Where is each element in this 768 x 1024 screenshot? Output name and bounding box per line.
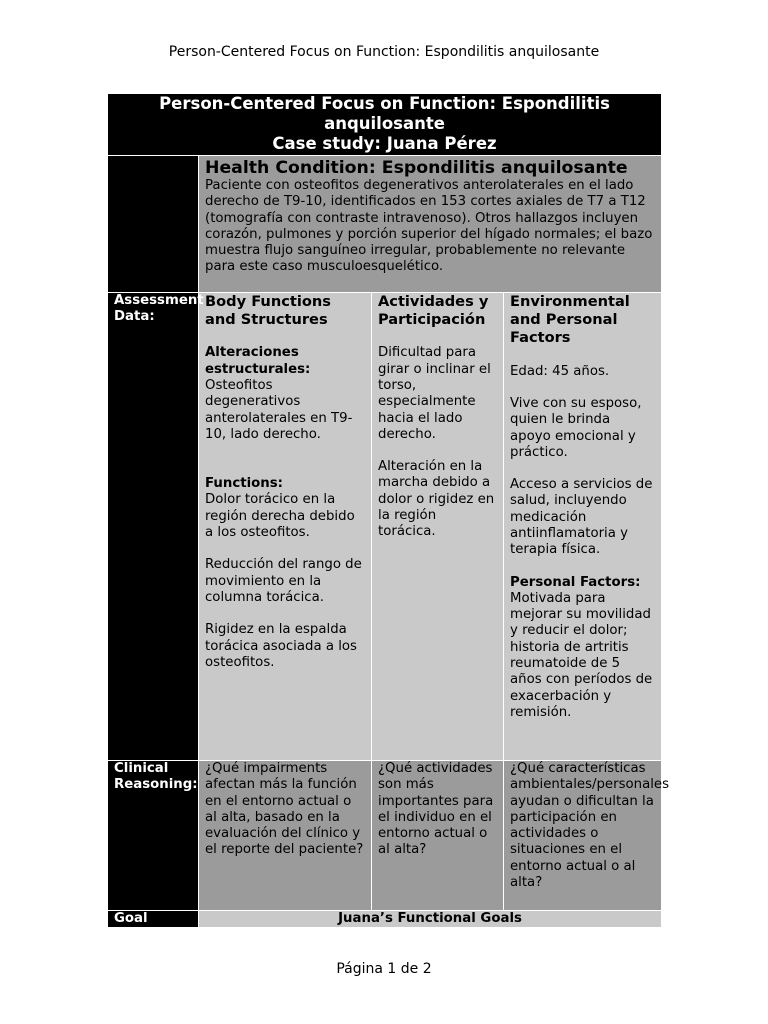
page-footer: Página 1 de 2 [336, 961, 432, 977]
activities-text-1: Dificultad para girar o inclinar el torso, especialmente hacia el lado derecho. [378, 345, 491, 442]
health-condition-cell [199, 156, 662, 293]
case-study-table [107, 93, 670, 928]
activities-cell [372, 293, 504, 761]
functions-text-3: Rigidez en la espalda torácica asociada a los osteofitos. [205, 622, 357, 670]
health-condition-side-cell [108, 156, 199, 293]
table-title-line-2: Case study: Juana Pérez [272, 134, 497, 153]
health-condition-title: Health Condition: Espondilitis anquilosante [205, 158, 628, 178]
environmental-text-2: Vive con su esposo, quien le brinda apoyo emocional y práctico. [510, 395, 642, 460]
clinical-reasoning-label: Clinical Reasoning: [108, 761, 199, 911]
functions-text-1: Dolor torácico en la región derecha debido a los osteofitos. [205, 492, 355, 541]
environmental-cell [504, 293, 662, 761]
reasoning-question-activities: ¿Qué actividades son más importantes para el individuo en el entorno actual o al alta? [372, 761, 504, 911]
reasoning-question-factors: ¿Qué características ambientales/personales ayudan o dificultan la participación en actividades o situaciones en el entorno actual o al alta? [504, 761, 662, 911]
environmental-text-1: Edad: 45 años. [510, 363, 610, 379]
table-title-line-1: Person-Centered Focus on Function: Espondilitis anquilosante [159, 94, 610, 133]
functions-label: Functions: [205, 476, 283, 492]
reasoning-question-impairments: ¿Qué impairments afectan más la función en el entorno actual o al alta, basado en la evaluación del clínico y el reporte del paciente? [199, 761, 372, 911]
structural-label: Alteraciones estructurales: [205, 345, 311, 377]
activities-text-2: Alteración en la marcha debido a dolor o rigidez en la región torácica. [378, 459, 495, 540]
goal-label: Goal [108, 911, 199, 928]
personal-factors-label: Personal Factors: [510, 574, 641, 590]
structural-text: Osteofitos degenerativos anterolaterales en T9-10, lado derecho. [205, 378, 353, 442]
table-title [108, 94, 662, 156]
functions-text-2: Reducción del rango de movimiento en la columna torácica. [205, 557, 362, 605]
personal-factors-text: Motivada para mejorar su movilidad y reducir el dolor; historia de artritis reumatoide de 5 años con períodos de exacerbación y remisión. [510, 590, 653, 720]
activities-header: Actividades y Participación [378, 293, 489, 329]
body-functions-header: Body Functions and Structures [205, 293, 331, 329]
environmental-text-3: Acceso a servicios de salud, incluyendo medicación antiinflamatoria y terapia física. [510, 477, 653, 558]
health-condition-text: Paciente con osteofitos degenerativos anterolaterales en el lado derecho de T9-10, identificados en 153 cortes axiales de T7 a T12 (tomografía con contraste intravenoso). Otros hallazgos incluyen corazón, pulmones y porción superior del hígado normales; el bazo muestra flujo sanguíneo irregular, probablemente no relevante para este caso musculoesquelético. [205, 178, 653, 275]
body-functions-cell [199, 293, 372, 761]
functional-goals-title: Juana’s Functional Goals [199, 911, 662, 928]
assessment-label: Assessment Data: [108, 293, 199, 761]
page-header: Person-Centered Focus on Function: Espondilitis anquilosante [168, 44, 600, 60]
environmental-header: Environmental and Personal Factors [510, 293, 630, 347]
